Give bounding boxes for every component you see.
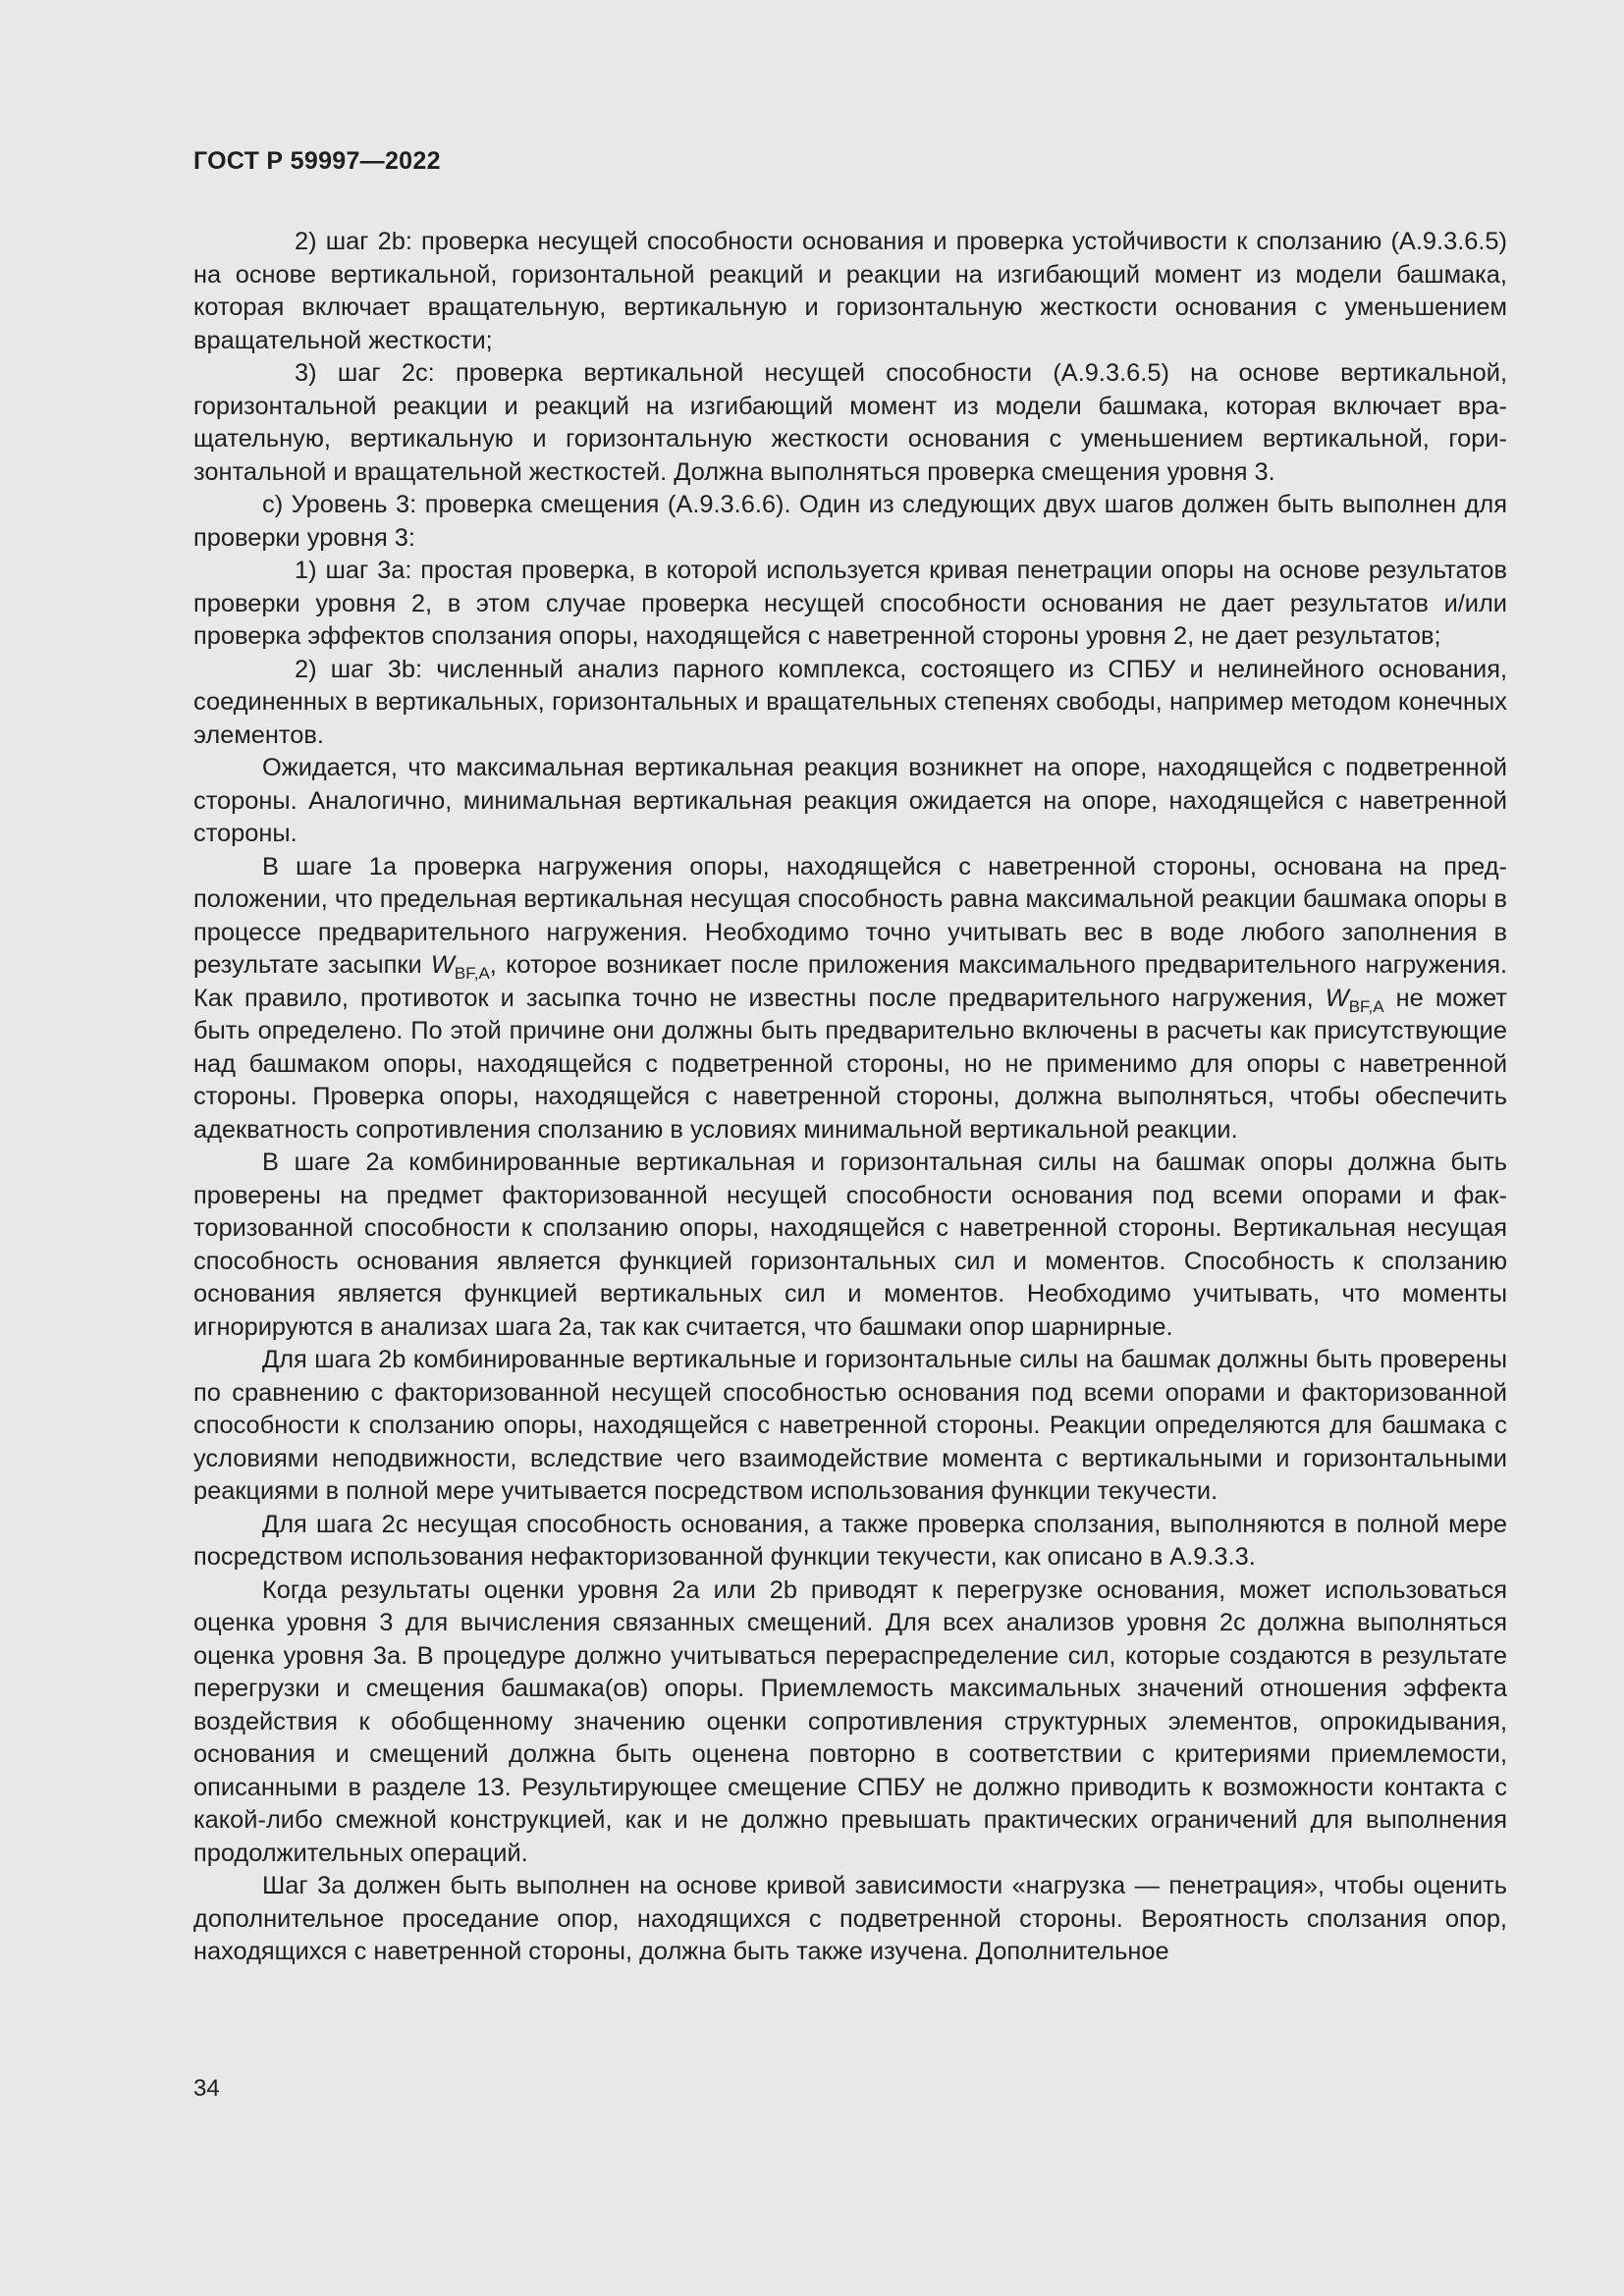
paragraph-overload: Когда результаты оценки уровня 2а или 2b приводят к перегрузке основания, может использоваться оценка уровня 3 для вычисления связанных смещений. Для всех анализов уровня 2с должна выполняться оценка уровня 3а. В процедуре должно учитываться перераспределение сил, которые создаются в результате перегрузки и смещения башмака(ов) опоры. Приемлемость максимальных значений отношения эффекта воздействия к обобщенному значению оценки сопротивления структурных элементов, опрокидывания, основания и смещений должна быть оценена повторно в соответствии с критериями приемлемости, описанными в разделе 13. Результирующее смещение СПБУ не должно приводить к возможности контакта с какой-либо смежной конструкцией, как и не должно превышать практических ограничений для выполнения продолжительных операций. — [193, 1575, 1507, 1867]
paragraph-step-1a-part-1: В шаге 1а проверка нагружения опоры, находящейся с наветренной стороны, основана на предположении, что предельная вертикальная несущая способность равна максимальной реакции башмака опоры в процессе предварительного нагружения. Необходимо точно учитывать вес в воде любого заполнения в результате засыпки — [193, 852, 1507, 979]
paragraph-step-2b: 2) шаг 2b: проверка несущей способности основания и проверка устойчивости к сползанию (А.9.3.6.5) на основе вертикальной, горизонтальной реакций и реакции на изгибающий момент из модели башмака, которая включает вращательную, вертикальную и горизонтальную жесткости основания с уменьшением вращательной жесткости; — [193, 228, 1507, 354]
paragraph-step-2b-detail: Для шага 2b комбинированные вертикальные и горизонтальные силы на башмак должны быть проверены по сравнению с факторизованной несущей способностью основания под всеми опорами и факторизованной способности к сползанию опоры, находящейся с наветренной стороны. Реакции определяются для башмака с условиями неподвижности, вследствие чего взаимодействие момента с вертикальными и горизонтальными реакциями в полной мере учитывается посредством использования функции текучести. — [193, 1346, 1507, 1505]
symbol-w: W — [1325, 984, 1349, 1012]
paragraph-step-2c-detail: Для шага 2с несущая способность основания, а также проверка сползания, выполняются в полной мере посредством использования нефакторизованной функции текучести, как описано в А.9.3.3. — [193, 1510, 1507, 1571]
page-number: 34 — [193, 2075, 220, 2102]
paragraph-step-2c: 3) шаг 2с: проверка вертикальной несущей способности (А.9.3.6.5) на основе вертикальной, горизонтальной реакции и реакций на изгибающий момент из модели башмака, которая включает вращательную, вертикальную и горизонтальную жесткости основания с уменьшением вертикальной, горизонтальной и вращательной жесткостей. Должна выполняться проверка смещения уровня 3. — [193, 359, 1507, 486]
paragraph-step-3b: 2) шаг 3b: численный анализ парного комплекса, состоящего из СПБУ и нелинейного основания, соединенных в вертикальных, горизонтальных и вращательных степенях свободы, например методом конечных элементов. — [193, 655, 1507, 749]
paragraph-level-3: с) Уровень 3: проверка смещения (А.9.3.6.6). Один из следующих двух шагов должен быть выполнен для проверки уровня 3: — [193, 491, 1507, 552]
symbol-subscript: BF,A — [1348, 996, 1384, 1016]
symbol-w: W — [430, 951, 455, 979]
paragraph-step-2a: В шаге 2а комбинированные вертикальная и горизонтальная силы на башмак опоры должна быть проверены на предмет факторизованной несущей способности основания под всеми опорами и факторизованной способности к сползанию опоры, находящейся с наветренной стороны. Вертикальная несущая способность основания является функцией горизонтальных сил и моментов. Способность к сползанию основания является функцией вертикальных сил и моментов. Необходимо учитывать, что моменты игнорируются в анализах шага 2а, так как считается, что башмаки опор шарнирные. — [193, 1148, 1507, 1341]
paragraph-expected-reaction: Ожидается, что максимальная вертикальная реакция возникнет на опоре, находящейся с подветренной стороны. Аналогично, минимальная вертикальная реакция ожидается на опоре, находящейся с наветренной стороны. — [193, 754, 1507, 847]
paragraph-step-3a: 1) шаг 3а: простая проверка, в которой используется кривая пенетрации опоры на основе результатов проверки уровня 2, в этом случае проверка несущей способности основания не дает результатов и/или проверка эффектов сползания опоры, находящейся с наветренной стороны уровня 2, не дает результатов; — [193, 557, 1507, 650]
paragraph-step-1a-part-2: , которое возникает после приложения максимального предварительного нагружения. Как правило, противоток и засыпка точно не известны после предварительного нагружения, — [193, 951, 1507, 1012]
symbol-subscript: BF,A — [454, 964, 490, 983]
standard-header: ГОСТ Р 59997—2022 — [193, 147, 441, 175]
paragraph-step-3a-detail: Шаг 3а должен быть выполнен на основе кривой зависимости «нагрузка — пенетрация», чтобы оценить дополнительное проседание опор, находящихся с подветренной стороны. Вероятность сползания опор, находящихся с наветренной стороны, должна быть также изучена. Дополнительное — [193, 1872, 1507, 1965]
paragraph-step-1a — [193, 851, 1507, 1148]
paragraph-step-1a-part-3: не может быть определено. По этой причине они должны быть предварительно включены в расчеты как присутствующие над башмаком опоры, находящейся с подветренной стороны, но не применимо для опоры с наветренной стороны. Проверка опоры, находящейся с наветренной стороны, должна выполняться, чтобы обеспечить адекватность сопротивления сползанию в условиях минимальной вертикальной реакции. — [193, 984, 1507, 1144]
document-body — [193, 226, 1507, 1969]
